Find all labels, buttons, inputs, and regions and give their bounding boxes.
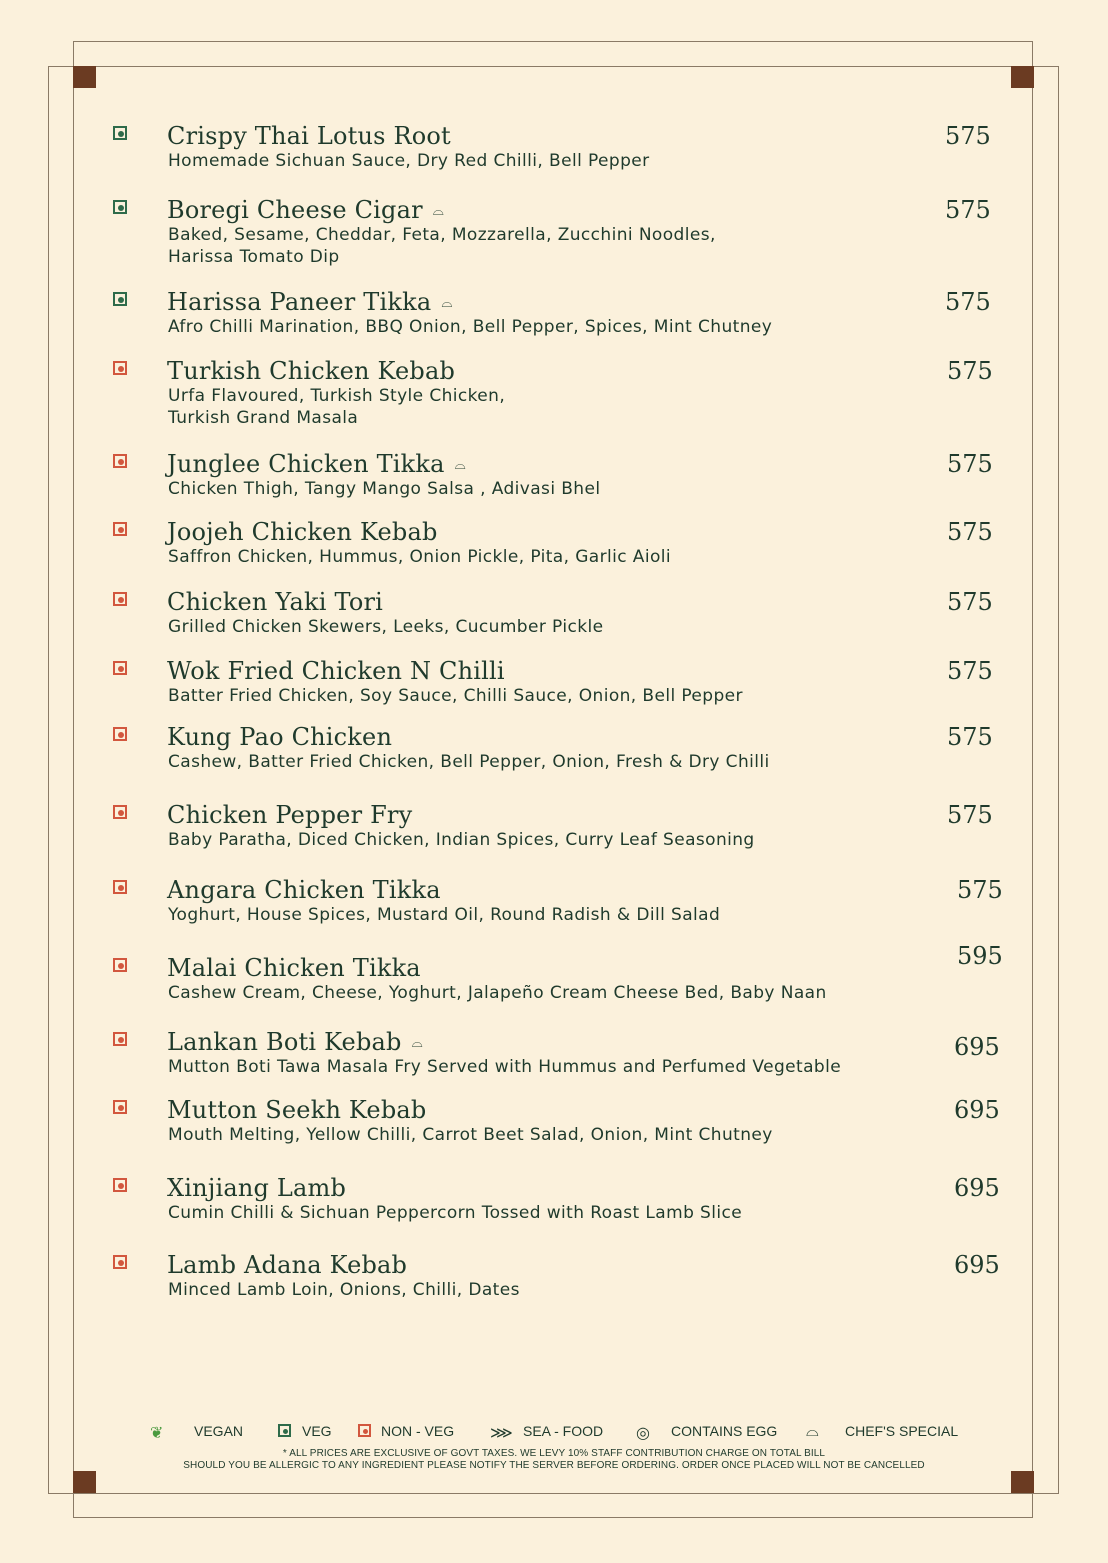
item-name-text: Junglee Chicken Tikka: [167, 450, 445, 478]
item-name: [167, 954, 421, 982]
item-name: [167, 1028, 423, 1057]
item-description: Saffron Chicken, Hummus, Onion Pickle, Pita, Garlic Aioli: [168, 547, 671, 567]
chef-hat-icon: ⌓: [806, 1423, 819, 1440]
item-name: [167, 1096, 426, 1124]
legend-chef-special: CHEF'S SPECIAL: [845, 1423, 959, 1439]
item-name: [167, 122, 451, 150]
non-veg-icon: [113, 661, 127, 675]
item-price: 695: [954, 1033, 1000, 1061]
item-price: 575: [947, 357, 993, 385]
chef-hat-icon: ⌓: [411, 1035, 423, 1051]
item-description: Cumin Chilli & Sichuan Peppercorn Tossed with Roast Lamb Slice: [168, 1203, 743, 1223]
item-price: 575: [957, 876, 1003, 904]
item-name: [167, 588, 383, 616]
corner-bottom-left: [73, 1471, 96, 1493]
item-description: Mutton Boti Tawa Masala Fry Served with Hummus and Perfumed Vegetable: [168, 1057, 842, 1077]
non-veg-icon: [113, 1032, 127, 1046]
chef-hat-icon: ⌓: [441, 295, 453, 311]
item-price: 575: [947, 801, 993, 829]
corner-top-right: [1011, 66, 1034, 88]
item-description: Cashew, Batter Fried Chicken, Bell Pepper, Onion, Fresh & Dry Chilli: [168, 752, 770, 772]
item-name-text: Turkish Chicken Kebab: [167, 357, 456, 385]
item-description: Urfa Flavoured, Turkish Style Chicken,: [168, 386, 506, 406]
veg-icon: [113, 126, 127, 140]
item-name: [167, 450, 466, 479]
note-allergy: SHOULD YOU BE ALLERGIC TO ANY INGREDIENT PLEASE NOTIFY THE SERVER BEFORE ORDERING. ORDER ONCE PLACED WILL NOT BE CANCELLED: [183, 1460, 925, 1471]
item-price: 575: [945, 196, 991, 224]
item-description: Mouth Melting, Yellow Chilli, Carrot Beet Salad, Onion, Mint Chutney: [168, 1125, 773, 1145]
non-veg-icon: [113, 361, 127, 375]
item-description: Chicken Thigh, Tangy Mango Salsa , Adivasi Bhel: [168, 479, 601, 499]
item-description: Turkish Grand Masala: [168, 408, 359, 428]
item-description: Baby Paratha, Diced Chicken, Indian Spices, Curry Leaf Seasoning: [168, 830, 755, 850]
item-name-text: Chicken Yaki Tori: [167, 588, 384, 616]
item-name-text: Boregi Cheese Cigar: [167, 196, 423, 224]
corner-top-left: [73, 66, 96, 88]
leaf-icon: ❦: [150, 1425, 164, 1442]
item-description: Batter Fried Chicken, Soy Sauce, Chilli Sauce, Onion, Bell Pepper: [168, 686, 743, 706]
item-name: [167, 876, 441, 904]
item-name-text: Crispy Thai Lotus Root: [167, 122, 451, 150]
item-price: 695: [954, 1174, 1000, 1202]
item-name: [167, 357, 455, 385]
legend-seafood: SEA - FOOD: [523, 1423, 604, 1439]
item-price: 695: [954, 1096, 1000, 1124]
item-description: Cashew Cream, Cheese, Yoghurt, Jalapeño Cream Cheese Bed, Baby Naan: [168, 983, 827, 1003]
non-veg-icon: [113, 880, 127, 894]
item-price: 595: [957, 942, 1003, 970]
legend-egg: CONTAINS EGG: [671, 1423, 778, 1439]
item-description: Grilled Chicken Skewers, Leeks, Cucumber Pickle: [168, 617, 604, 637]
veg-icon: [113, 292, 127, 306]
item-description: Harissa Tomato Dip: [168, 247, 340, 267]
non-veg-icon: [113, 1100, 127, 1114]
item-name-text: Joojeh Chicken Kebab: [167, 518, 438, 546]
non-veg-icon: [113, 1178, 127, 1192]
item-price: 575: [947, 518, 993, 546]
item-price: 575: [947, 723, 993, 751]
item-name: [167, 801, 412, 829]
item-name: [167, 1174, 346, 1202]
corner-bottom-right: [1011, 1471, 1034, 1493]
non-veg-icon: [113, 958, 127, 972]
item-price: 575: [947, 588, 993, 616]
legend-vegan: VEGAN: [194, 1423, 244, 1439]
chef-hat-icon: ⌓: [432, 203, 445, 219]
non-veg-icon: [113, 805, 127, 819]
non-veg-icon: [113, 592, 127, 606]
item-description: Yoghurt, House Spices, Mustard Oil, Round Radish & Dill Salad: [168, 905, 721, 925]
item-description: Afro Chilli Marination, BBQ Onion, Bell Pepper, Spices, Mint Chutney: [168, 317, 773, 337]
item-name-text: Xinjiang Lamb: [167, 1174, 347, 1202]
footer-notes: [0, 1448, 1108, 1472]
item-description: Minced Lamb Loin, Onions, Chilli, Dates: [168, 1280, 520, 1300]
veg-icon: [278, 1424, 291, 1437]
item-name-text: Angara Chicken Tikka: [167, 876, 441, 904]
item-name-text: Wok Fried Chicken N Chilli: [167, 657, 505, 685]
item-name: [167, 723, 392, 751]
item-price: 575: [945, 122, 991, 150]
item-description: Baked, Sesame, Cheddar, Feta, Mozzarella, Zucchini Noodles,: [168, 225, 716, 245]
item-description: Homemade Sichuan Sauce, Dry Red Chilli, Bell Pepper: [168, 151, 650, 171]
legend-non-veg: NON - VEG: [381, 1423, 455, 1439]
item-name-text: Malai Chicken Tikka: [167, 954, 421, 982]
legend: [0, 1420, 1108, 1442]
item-name-text: Chicken Pepper Fry: [167, 801, 413, 829]
non-veg-icon: [113, 454, 127, 468]
item-name-text: Mutton Seekh Kebab: [167, 1096, 427, 1124]
item-price: 695: [954, 1251, 1000, 1279]
non-veg-icon: [113, 1255, 127, 1269]
item-price: 575: [945, 288, 991, 316]
item-name-text: Harissa Paneer Tikka: [167, 288, 432, 316]
note-taxes: * ALL PRICES ARE EXCLUSIVE OF GOVT TAXES. WE LEVY 10% STAFF CONTRIBUTION CHARGE ON TOTAL BILL: [282, 1448, 826, 1459]
legend-veg: VEG: [302, 1423, 332, 1439]
veg-icon: [113, 200, 127, 214]
egg-icon: ◎: [636, 1425, 650, 1442]
item-name-text: Kung Pao Chicken: [167, 723, 393, 751]
fish-icon: ⋙: [490, 1425, 513, 1442]
item-name-text: Lankan Boti Kebab: [167, 1028, 402, 1056]
non-veg-icon: [358, 1424, 371, 1437]
item-price: 575: [947, 657, 993, 685]
item-name-text: Lamb Adana Kebab: [167, 1251, 408, 1279]
item-name: [167, 1251, 407, 1279]
chef-hat-icon: ⌓: [454, 457, 466, 473]
item-name: [167, 657, 505, 685]
item-name: [167, 518, 438, 546]
non-veg-icon: [113, 522, 127, 536]
item-price: 575: [947, 450, 993, 478]
item-name: [167, 196, 444, 225]
non-veg-icon: [113, 727, 127, 741]
item-name: [167, 288, 453, 317]
